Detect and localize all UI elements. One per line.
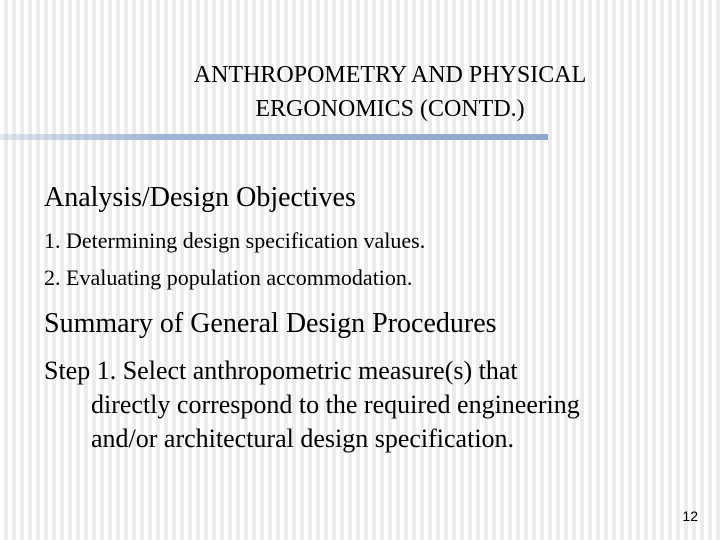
step-1-line-3: and/or architectural design specification. <box>91 424 515 453</box>
step-1-paragraph <box>44 354 704 456</box>
step-1-line-1: Step 1. Select anthropometric measure(s) that <box>44 356 518 385</box>
page-number: 12 <box>682 508 698 524</box>
title-line-1: ANTHROPOMETRY AND PHYSICAL <box>193 62 587 88</box>
title-underline <box>0 134 548 140</box>
section-heading-procedures: Summary of General Design Procedures <box>44 308 497 339</box>
slide-title <box>130 58 650 126</box>
title-line-2: ERGONOMICS (CONTD.) <box>255 96 525 122</box>
objective-item-2: 2. Evaluating population accommodation. <box>44 265 413 290</box>
section-heading-objectives: Analysis/Design Objectives <box>44 182 356 213</box>
objective-item-1: 1. Determining design specification values. <box>44 228 426 253</box>
step-1-line-2: directly correspond to the required engineering <box>91 390 580 419</box>
